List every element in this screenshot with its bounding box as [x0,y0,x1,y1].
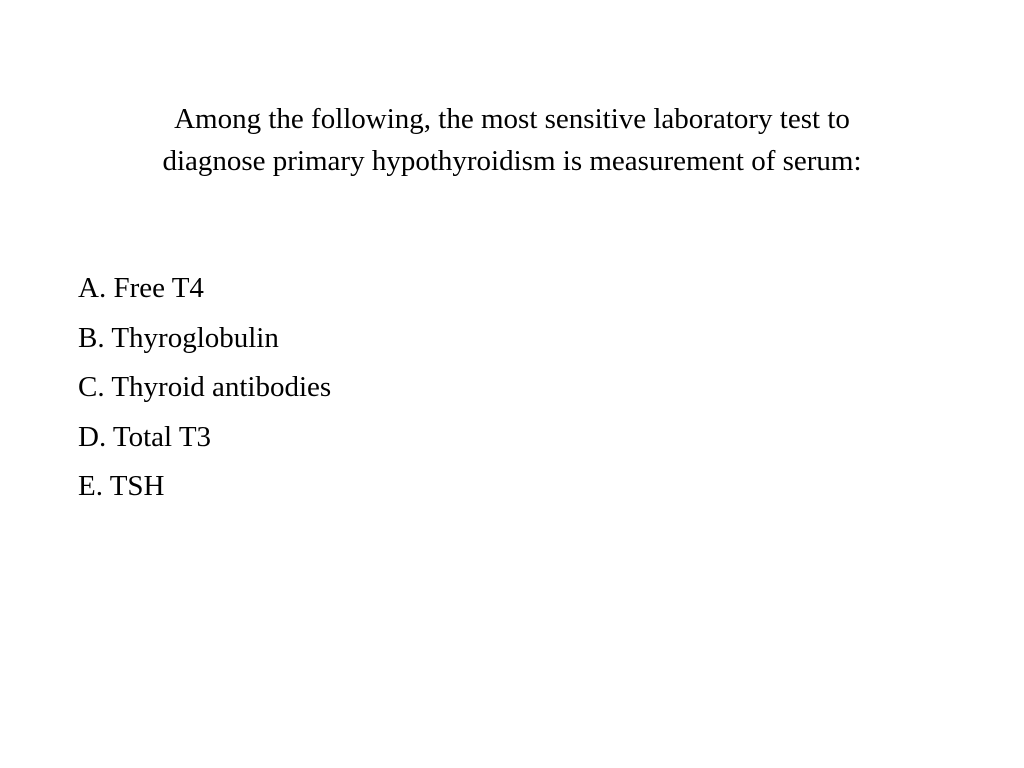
answer-options-list [78,264,331,512]
option-c: C. Thyroid antibodies [78,371,332,403]
question-text [60,98,964,182]
option-a: A. Free T4 [78,272,204,304]
question-line-2: diagnose primary hypothyroidism is measurement of serum: [162,145,862,177]
question-line-1: Among the following, the most sensitive laboratory test to [174,103,850,135]
option-d: D. Total T3 [78,420,212,453]
option-e: E. TSH [78,470,165,502]
option-b: B. Thyroglobulin [78,321,279,354]
